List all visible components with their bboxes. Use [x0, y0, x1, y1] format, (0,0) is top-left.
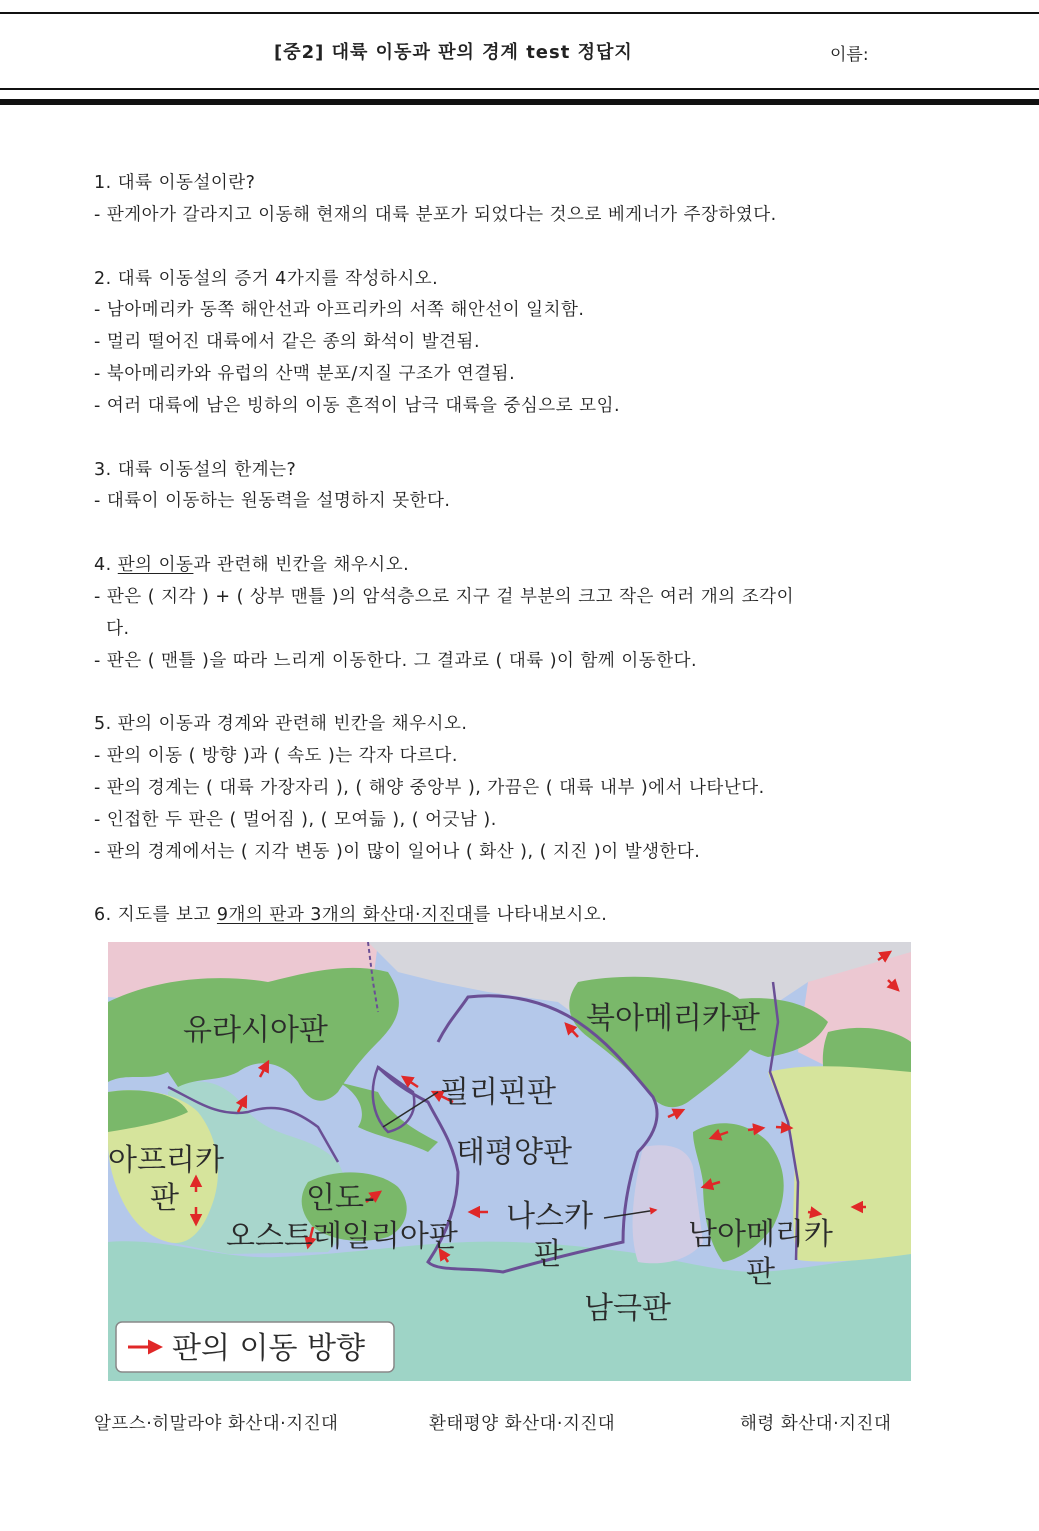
q3-answer: - 대륙이 이동하는 원동력을 설명하지 못한다. — [94, 491, 451, 512]
q6-question — [94, 900, 954, 932]
header-rule-thick — [0, 99, 1039, 105]
label-nazca-plate-2: 판 — [534, 1237, 563, 1272]
q4-answer-cont: 다. — [94, 618, 130, 639]
q2-question: 2. 대륙 이동설의 증거 4가지를 작성하시오. — [94, 268, 439, 289]
q5-answer: - 판의 경계는 ( 대륙 가장자리 ), ( 해양 중앙부 ), 가끔은 ( 대륙 내부 )에서 나타난다. — [94, 777, 765, 798]
plate-map — [108, 942, 911, 1381]
label-nazca-plate-1: 나스카 — [506, 1199, 593, 1234]
label-africa-plate-1: 아프리카 — [108, 1143, 224, 1178]
q4-answer: - 판은 ( 지각 ) + ( 상부 맨틀 )의 암석층으로 지구 겉 부분의 크고 작은 여러 개의 조각이 — [94, 586, 794, 607]
zone-alps-himalaya: 알프스·히말라야 화산대·지진대 — [94, 1414, 339, 1434]
header-rule-thin — [0, 88, 1039, 90]
q1-question: 1. 대륙 이동설이란? — [94, 173, 256, 193]
label-indo-australia-2: 오스트레일리아판 — [226, 1219, 458, 1254]
legend-label: 판의 이동 방향 — [172, 1331, 365, 1366]
top-rule — [0, 12, 1039, 14]
q4-question — [94, 550, 954, 582]
label-eurasia-plate: 유라시아판 — [183, 1013, 328, 1048]
q3-question: 3. 대륙 이동설의 한계는? — [94, 459, 297, 480]
label-south-america-2: 판 — [746, 1255, 775, 1290]
motion-arrow — [776, 1127, 791, 1128]
q6-underlined: 9개의 판과 3개의 화산대·지진대 — [216, 905, 474, 926]
zone-ridge: 해령 화산대·지진대 — [740, 1414, 892, 1434]
q4-prefix: 4. — [94, 555, 118, 576]
page-title: [중2] 대륙 이동과 판의 경계 test 정답지 — [274, 42, 633, 63]
question-list — [94, 168, 954, 932]
q5-answer: - 인접한 두 판은 ( 멀어짐 ), ( 모여듦 ), ( 어긋남 ). — [94, 809, 497, 830]
q2-answer: - 여러 대륙에 남은 빙하의 이동 흔적이 남극 대륙을 중심으로 모임. — [94, 395, 621, 416]
label-indo-australia-1: 인도- — [306, 1181, 375, 1216]
q5-answer: - 판의 경계에서는 ( 지각 변동 )이 많이 일어나 ( 화산 ), ( 지진 )이 발생한다. — [94, 841, 701, 862]
label-antarctic-plate: 남극판 — [584, 1291, 671, 1326]
label-south-america-1: 남아메리카 — [688, 1217, 833, 1252]
q4-answer: - 판은 ( 맨틀 )을 따라 느리게 이동한다. 그 결과로 ( 대륙 )이 함께 이동한다. — [94, 650, 698, 671]
q5-answer: - 판의 이동 ( 방향 )과 ( 속도 )는 각자 다르다. — [94, 746, 458, 767]
q6-suffix: 를 나타내보시오. — [473, 905, 608, 926]
label-north-america-plate: 북아메리카판 — [586, 1001, 760, 1036]
label-africa-plate-2: 판 — [150, 1181, 179, 1216]
label-pacific-plate: 태평양판 — [456, 1135, 572, 1170]
zone-circum-pacific: 환태평양 화산대·지진대 — [429, 1414, 616, 1434]
q1-answer: - 판게아가 갈라지고 이동해 현재의 대륙 분포가 되었다는 것으로 베게너가 주장하였다. — [94, 204, 777, 225]
q2-answer: - 멀리 떨어진 대륙에서 같은 종의 화석이 발견됨. — [94, 332, 481, 353]
q6-prefix: 6. 지도를 보고 — [94, 905, 217, 926]
q4-underlined: 판의 이동 — [117, 555, 194, 576]
q2-answer: - 남아메리카 동쪽 해안선과 아프리카의 서쪽 해안선이 일치함. — [94, 300, 585, 321]
label-philippine-plate: 필리핀판 — [440, 1075, 556, 1110]
q4-suffix: 과 관련해 빈칸을 채우시오. — [193, 555, 410, 576]
q5-question: 5. 판의 이동과 경계와 관련해 빈칸을 채우시오. — [94, 714, 468, 735]
name-label: 이름: — [830, 45, 869, 65]
q2-answer: - 북아메리카와 유럽의 산맥 분포/지질 구조가 연결됨. — [94, 363, 516, 384]
